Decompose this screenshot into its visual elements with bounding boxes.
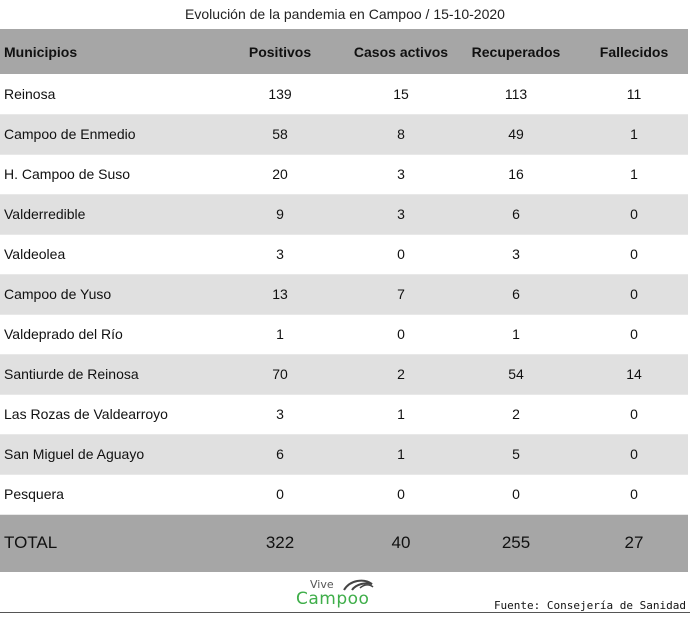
table-row: [0, 234, 688, 274]
cell-recuperados: 113: [504, 85, 528, 102]
cell-positivos: 9: [276, 206, 284, 222]
cell-fallecidos: 0: [630, 286, 638, 302]
table-header-row: [0, 29, 688, 74]
cell-municipio: Pesquera: [4, 486, 64, 502]
cell-recuperados: 5: [512, 446, 520, 462]
cell-recuperados: 3: [512, 246, 520, 262]
table-row: [0, 194, 688, 234]
covid-table: [0, 29, 688, 572]
total-positivos: 322: [265, 533, 295, 553]
cell-casos-activos: 7: [397, 286, 405, 302]
footer-divider: [0, 612, 690, 613]
table-row: [0, 474, 688, 514]
cell-casos-activos: 8: [397, 126, 405, 142]
cell-positivos: 13: [272, 286, 288, 302]
table-row: [0, 274, 688, 314]
cell-fallecidos: 0: [630, 326, 638, 342]
total-casos-activos: 40: [391, 533, 411, 553]
cell-recuperados: 16: [508, 166, 524, 182]
cell-fallecidos: 0: [630, 486, 638, 502]
table-row: [0, 354, 688, 394]
table-row: [0, 394, 688, 434]
total-row: [0, 514, 688, 572]
table-row: [0, 434, 688, 474]
header-casos-activos: Casos activos: [353, 43, 449, 60]
cell-positivos: 20: [272, 166, 288, 182]
cell-recuperados: 6: [512, 206, 520, 222]
cell-recuperados: 0: [512, 486, 520, 502]
cell-municipio: H. Campoo de Suso: [4, 166, 131, 182]
cell-fallecidos: 1: [630, 166, 638, 182]
cell-municipio: Santiurde de Reinosa: [4, 366, 139, 382]
cell-fallecidos: 0: [630, 446, 638, 462]
cell-fallecidos: 0: [630, 246, 638, 262]
table-row: [0, 114, 688, 154]
header-municipios: Municipios: [4, 43, 78, 60]
total-label: TOTAL: [4, 533, 58, 553]
table-body: [0, 74, 688, 572]
cell-municipio: San Miguel de Aguayo: [4, 446, 145, 462]
cell-municipio: Reinosa: [4, 85, 56, 102]
cell-positivos: 0: [276, 486, 284, 502]
cell-municipio: Valdeolea: [4, 246, 66, 262]
cell-fallecidos: 0: [630, 206, 638, 222]
header-fallecidos: Fallecidos: [599, 43, 669, 60]
vive-campoo-logo: [296, 578, 386, 612]
cell-fallecidos: 1: [630, 126, 638, 142]
cell-municipio: Campoo de Yuso: [4, 286, 112, 302]
cell-casos-activos: 3: [397, 206, 405, 222]
cell-recuperados: 6: [512, 286, 520, 302]
cell-positivos: 6: [276, 446, 284, 462]
cell-positivos: 1: [276, 326, 284, 342]
cell-fallecidos: 0: [630, 406, 638, 422]
cell-casos-activos: 15: [393, 85, 409, 102]
header-positivos: Positivos: [248, 43, 312, 60]
cell-municipio: Las Rozas de Valdearroyo: [4, 406, 168, 422]
page-title: Evolución de la pandemia en Campoo / 15-10-2020: [185, 6, 505, 22]
cell-positivos: 3: [276, 406, 284, 422]
cell-casos-activos: 0: [397, 486, 405, 502]
cell-positivos: 58: [272, 126, 288, 142]
cell-recuperados: 54: [508, 366, 524, 382]
cell-municipio: Valdeprado del Río: [4, 326, 123, 342]
logo-text-top: Vive: [310, 578, 334, 591]
cell-fallecidos: 14: [626, 366, 642, 382]
cell-fallecidos: 11: [626, 85, 642, 102]
total-recuperados: 255: [501, 533, 531, 553]
cell-casos-activos: 3: [397, 166, 405, 182]
cell-recuperados: 1: [512, 326, 520, 342]
cell-casos-activos: 1: [397, 446, 405, 462]
table-row: [0, 154, 688, 194]
table-row: [0, 74, 688, 114]
table-row: [0, 314, 688, 354]
cell-recuperados: 2: [512, 406, 520, 422]
cell-recuperados: 49: [508, 126, 524, 142]
header-recuperados: Recuperados: [471, 43, 561, 60]
cell-municipio: Campoo de Enmedio: [4, 126, 136, 142]
cell-casos-activos: 1: [397, 406, 405, 422]
cell-positivos: 70: [272, 366, 288, 382]
cell-positivos: 139: [268, 85, 292, 102]
cell-positivos: 3: [276, 246, 284, 262]
cell-casos-activos: 0: [397, 326, 405, 342]
total-fallecidos: 27: [624, 533, 644, 553]
cell-casos-activos: 0: [397, 246, 405, 262]
cell-municipio: Valderredible: [4, 206, 86, 222]
source-note: Fuente: Consejería de Sanidad: [493, 599, 686, 612]
logo-text-bottom: Campoo: [296, 589, 370, 609]
cell-casos-activos: 2: [397, 366, 405, 382]
